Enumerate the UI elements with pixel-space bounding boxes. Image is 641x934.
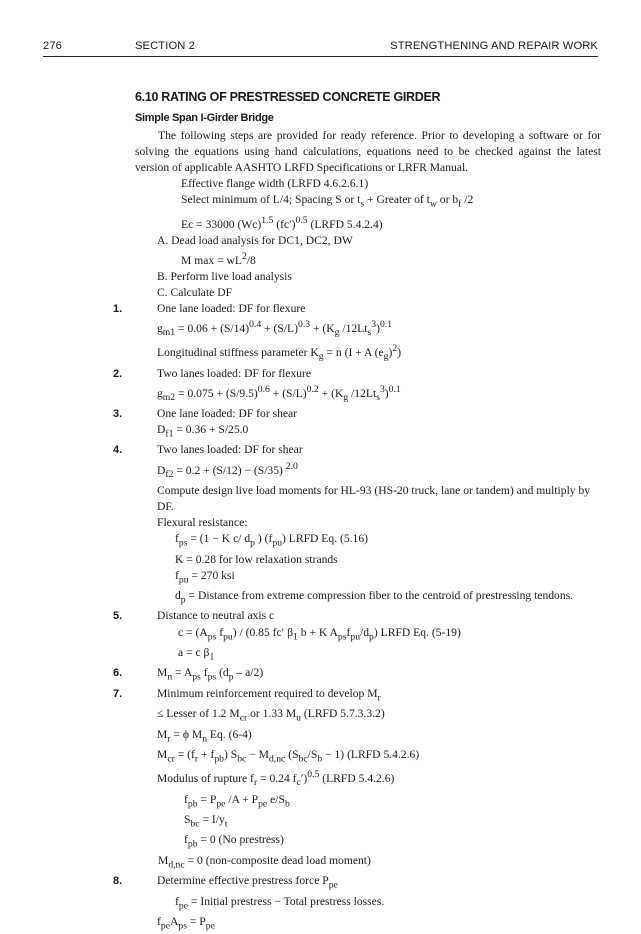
item-line: $M_n = A_{ps}$ $f_{ps}$ $(d_p - a/2)$ bbox=[157, 666, 264, 683]
item-number: 6. bbox=[113, 667, 123, 680]
formula-line: Effective flange width (LRFD 4.6.2.6.1) bbox=[181, 177, 369, 191]
item-line: $D_{f2} = 0.2 + (S/12) - (S/35)$ $^{2.0}$ bbox=[157, 460, 298, 480]
numbered-item bbox=[113, 686, 601, 874]
body-text bbox=[113, 128, 601, 934]
item-line: ≤ Lesser of 1.2 $M_{cr}$ or 1.33 $M_u$ (LRFD 5.7.3.3.2) bbox=[157, 707, 385, 724]
intro-paragraph: The following steps are provided for ready reference. Prior to developing a software or for solving the equations using hand calculations, equations need to be checked against the latest version of applicable AASHTO LRFD Specifications or LRFR Manual. bbox=[135, 129, 601, 175]
item-line: $c = (A_{ps}$ $f_{pu}) / (0.85$ fc′ $\beta_1$ b + K $A_{ps}f_{pu}/d_p$) LRFD Eq. (5-19) bbox=[178, 625, 461, 642]
item-line: $f_{pb} = 0$ (No prestress) bbox=[184, 833, 284, 850]
item-line: $M_{d,nc} = 0$ (non-composite dead load moment) bbox=[158, 853, 371, 871]
item-line: $M_r = \phi$ $M_n$ Eq. (6-4) bbox=[157, 727, 252, 744]
numbered-item bbox=[113, 406, 601, 443]
item-line: One lane loaded: DF for flexure bbox=[157, 301, 306, 315]
item-line: $g_{m2} = 0.075 + (S/9.5)^{0.6} + (S/L)^{0.2} + (K_g$ $/12Lt_s^3)^{0.1}$ bbox=[157, 383, 401, 403]
numbered-item bbox=[113, 442, 601, 608]
item-line: Minimum reinforcement required to develop $M_r$ bbox=[157, 686, 381, 704]
item-number: 1. bbox=[113, 302, 123, 315]
item-number: 5. bbox=[113, 610, 123, 623]
item-paragraph: Compute design live load moments for HL-93 (HS-20 truck, lane or tandem) and multiply by DF. bbox=[157, 483, 591, 513]
step-c: C. Calculate DF bbox=[157, 285, 233, 299]
item-line: One lane loaded: DF for shear bbox=[157, 406, 298, 420]
step-b: B. Perform live load analysis bbox=[157, 269, 292, 283]
numbered-item bbox=[113, 301, 601, 366]
item-line: $d_p$ = Distance from extreme compression fiber to the centroid of prestressing tendons. bbox=[175, 589, 574, 606]
section-heading: 6.10 RATING OF PRESTRESSED CONCRETE GIRDER bbox=[135, 90, 441, 104]
numbered-item bbox=[113, 608, 601, 665]
item-line: Two lanes loaded: DF for flexure bbox=[157, 366, 312, 380]
item-line: K = 0.28 for low relaxation strands bbox=[175, 552, 338, 566]
section-label: SECTION 2 bbox=[135, 40, 195, 52]
item-line: a = c $\beta_1$ bbox=[178, 645, 215, 663]
numbered-item bbox=[113, 366, 601, 406]
item-line: $f_{pe}A_{ps} = P_{pe}$ bbox=[157, 915, 215, 932]
item-line: $f_{ps} = (1 - K$ c/ $d_p$ ) $(f_{pu})$ LRFD Eq. (5.16) bbox=[175, 532, 368, 549]
formula-line: M $\max = wL^2/8$ bbox=[181, 250, 256, 267]
item-number: 2. bbox=[113, 367, 123, 380]
item-line: Determine effective prestress force $P_{pe}$ bbox=[157, 874, 338, 891]
item-line: Longitudinal stiffness parameter $K_g = n$ (I + A $(e_g)^2$) bbox=[157, 343, 402, 363]
step-a: A. Dead load analysis for DC1, DC2, DW bbox=[157, 233, 353, 247]
item-number: 8. bbox=[113, 875, 123, 888]
page-number: 276 bbox=[43, 40, 62, 52]
item-line: $M_{cr} = (f_r + f_{pb}) S_{bc} - M_{d,nc}$ $(S_{bc}/S_b - 1)$ (LRFD 5.4.2.6) bbox=[157, 747, 420, 765]
item-line: Modulus of rupture $f_r = 0.24$ $f_c')^{0.5}$ (LRFD 5.4.2.6) bbox=[157, 769, 395, 789]
item-line: $g_{m1} = 0.06 + (S/14)^{0.4} + (S/L)^{0.3} + (K_g$ $/12Lt_s^3)^{0.1}$ bbox=[157, 319, 393, 339]
formula-line: Select minimum of L/4; Spacing S or $t_s$ + Greater of $t_w$ or $b_f$ /2 bbox=[181, 193, 474, 210]
item-number: 3. bbox=[113, 407, 123, 420]
header-rule bbox=[43, 56, 598, 57]
chapter-title: STRENGTHENING AND REPAIR WORK bbox=[390, 40, 598, 52]
formula-line: Ec = 33000 $(Wc)^{1.5}$ $(fc')^{0.5}$ (LRFD 5.4.2.4) bbox=[181, 214, 383, 231]
item-line: $f_{pe}$ = Initial prestress − Total prestress losses. bbox=[175, 894, 385, 911]
numbered-item bbox=[113, 873, 601, 934]
item-line: Two lanes loaded: DF for shear bbox=[157, 443, 303, 457]
item-number: 7. bbox=[113, 687, 123, 700]
item-line: Flexural resistance: bbox=[157, 516, 248, 529]
item-line: Distance to neutral axis c bbox=[157, 609, 275, 623]
item-line: $f_{pu} = 270$ ksi bbox=[175, 568, 235, 585]
item-line: $D_{f1} = 0.36 + S/25.0$ bbox=[157, 423, 249, 440]
item-line: $f_{pb} = P_{pe}$ $/A + P_{pe}$ $e/S_b$ bbox=[184, 792, 290, 809]
item-number: 4. bbox=[113, 444, 123, 457]
item-line: $S_{bc} = I/y_t$ bbox=[184, 813, 228, 830]
numbered-item bbox=[113, 665, 601, 685]
sub-heading: Simple Span I-Girder Bridge bbox=[135, 112, 274, 124]
